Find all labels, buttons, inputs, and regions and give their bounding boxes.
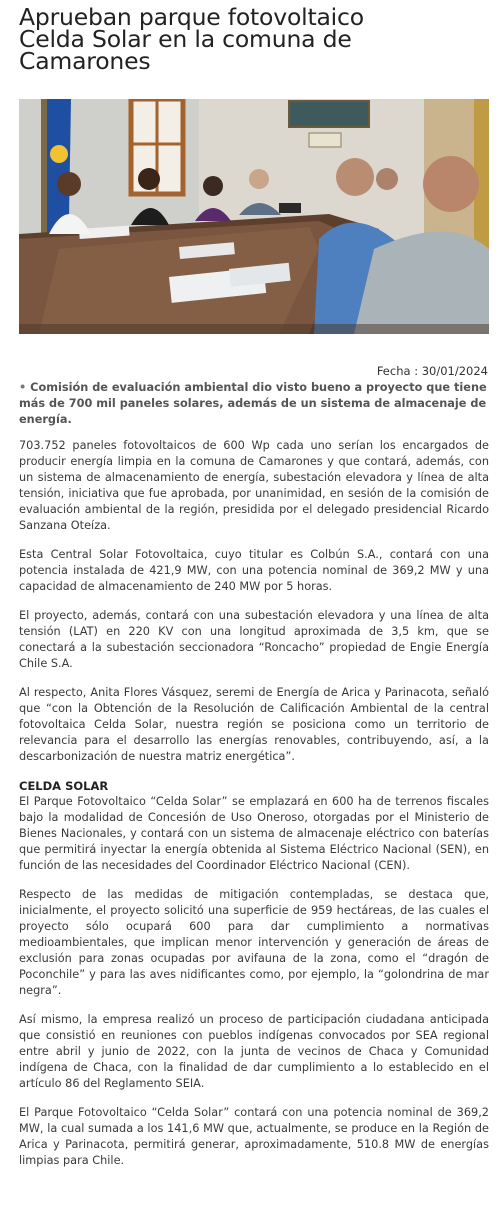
body-paragraph-4: Al respecto, Anita Flores Vásquez, seremi de Energía de Arica y Parinacota, señaló que “con la Obtención de la Resolución de Calificación Ambiental de la central fotovoltaica Celda Solar, nuestra región se posiciona como un territorio de relevancia para el desarrollo las energías renovables, contribuyendo, así, a la descarbonización de nuestra matriz energética”. (19, 686, 489, 763)
section-paragraph-3: Así mismo, la empresa realizó un proceso de participación ciudadana anticipada que consistió en reuniones con pueblos indígenas convocados por SEA regional entre abril y junio de 2022, con la junta de vecinos de Chaca y Comunidad indígena de Chaca, con la finalidad de dar cumplimiento a lo establecido en el artículo 86 del Reglamento SEIA. (19, 1013, 489, 1090)
article-headline (19, 3, 488, 75)
headline-line-2: Celda Solar en la comuna de (19, 25, 352, 53)
body-paragraph-3: El proyecto, además, contará con una subestación elevadora y una línea de alta tensión (LAT) en 220 KV con una longitud aproximada de 3,5 km, que se conectará a la subestación seccionadora “Roncacho” propiedad de Engie Energía Chile S.A. (19, 609, 489, 670)
article-body (19, 438, 489, 1182)
lead-text: Comisión de evaluación ambiental dio visto bueno a proyecto que tiene más de 700 mil paneles solares, además de un sistema de almacenaje de energía. (19, 381, 487, 426)
body-paragraph-1: 703.752 paneles fotovoltaicos de 600 Wp cada uno serían los encargados de producir energía limpia en la comuna de Camarones y que contará, además, con un sistema de almacenamiento de energía, subestación elevadora y línea de alta tensión, iniciativa que fue aprobada, por unanimidad, en sesión de la comisión de evaluación ambiental de la región, presidida por el delegado presidencial Ricardo Sanzana Oteíza. (19, 439, 489, 532)
meeting-photo (19, 99, 489, 334)
body-paragraph-2: Esta Central Solar Fotovoltaica, cuyo titular es Colbún S.A., contará con una potencia instalada de 421,9 MW, con una potencia nominal de 369,2 MW y una capacidad de almacenamiento de 240 MW por 5 horas. (19, 548, 489, 593)
article-lead (19, 380, 489, 428)
headline-line-3: Camarones (19, 47, 151, 75)
section-paragraph-1: El Parque Fotovoltaico “Celda Solar” se emplazará en 600 ha de terrenos fiscales bajo la modalidad de Concesión de Uso Oneroso, otorgadas por el Ministerio de Bienes Nacionales, y contará con un sistema de almacenaje eléctrico con baterías que permitirá inyectar la energía obtenida al Sistema Eléctrico Nacional (SEN), en función de las necesidades del Coordinador Eléctrico Nacional (CEN). (19, 795, 489, 872)
section-paragraph-4: El Parque Fotovoltaico “Celda Solar” contará con una potencia nominal de 369,2 MW, la cual sumada a los 141,6 MW que, actualmente, se produce en la Región de Arica y Parinacota, permitirá generar, aproximadamente, 510.8 MW de energías limpias para Chile. (19, 1106, 489, 1167)
article-date: Fecha : 30/01/2024 (376, 364, 488, 378)
section-heading: CELDA SOLAR (19, 779, 109, 793)
headline-line-1: Aprueban parque fotovoltaico (19, 3, 364, 31)
meeting-photo-illustration (19, 99, 489, 334)
lead-bullet: • (19, 381, 27, 394)
section-paragraph-2: Respecto de las medidas de mitigación contempladas, se destaca que, inicialmente, el proyecto solicitó una superficie de 959 hectáreas, de las cuales el proyecto sólo ocupará 600 para dar cumplimiento a normativas medioambientales, que implican menor intervención y generación de áreas de exclusión para zonas ocupadas por avifauna de la zona, como el “dragón de Poconchile” y para las aves nidificantes como, por ejemplo, la “golondrina de mar negra”. (19, 888, 489, 997)
